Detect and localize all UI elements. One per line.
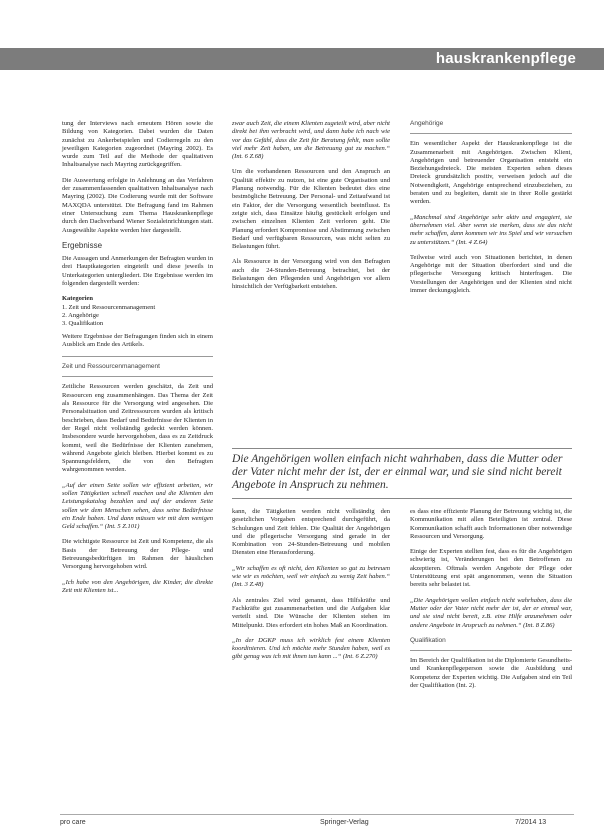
heading-angehoerige: Angehörige [410,120,444,127]
column-2-upper [232,120,390,299]
quote-text: „Auf der einen Seite sollen wir effizient arbeiten, wir sollen Tätigkeiten schnell machen und die Klienten den Leistungskatalog bezahlen und auf der anderen Seite sollen wir dem Menschen sehen, dass seine Bedürfnisse ein Ende haben. Und dann müssen wir mit dem wenigen Geld schaffen.“ (Int. 5 Z.101) [62,481,213,531]
heading-qualifikation: Qualifikation [410,636,446,644]
divider [62,376,213,377]
quote-paragraph [410,214,572,247]
quote-text: „Wir schaffen es oft nicht, den Klienten so gut zu betreuen wie wir es möchten, weil wir einfach zu wenig Zeit haben.“ (Int. 3 Z.48) [232,564,390,589]
body-paragraph: Als zentrales Ziel wird genannt, dass Hilfskräfte und Fachkräfte gut zusammenarbeiten und die Aufgaben klar verteilt sind. Die Wünsche der Klienten stehen im Mittelpunkt. Dies erfordert ein hohes Maß an Koordination. [232,596,390,629]
body-paragraph: Ein wesentlicher Aspekt der Hauskrankenpflege ist die Zusammenarbeit mit Angehörigen. Zwischen Klient, Angehörigen und betreuender Organisation entsteht ein Beziehungsdreieck. Die meisten Experten sehen dieses Dreieck grundsätzlich positiv, verweisen jedoch auf die Notwendigkeit, Angehörige entsprechend einzubeziehen, zu beraten und zu begleiten, damit sie in ihrer Rolle gestärkt werden. [410,140,572,206]
body-paragraph: Als Ressource in der Versorgung wird von den Befragten auch die 24-Stunden-Betreuung betrachtet, bei der Belastungen den Pflegenden und Angehörigen vor allem hinsichtlich der Verfügbarkeit entstehen. [232,258,390,291]
quote-text: „Ich habe von den Angehörigen, die Kinder, die direkte Zeit mit Klienten ist... [62,578,213,594]
list-item: 3. Qualifikation [62,320,104,328]
body-paragraph: Teilweise wird auch von Situationen berichtet, in denen Angehörige mit der Situation überfordert sind und die pflegerische Versorgung kritisch hinterfragen. Die Vorstellungen der Angehörigen und der Klienten sind nicht immer deckungsgleich. [410,253,572,295]
tail-paragraph: Die wichtigste Ressource ist Zeit und Kompetenz, die als Basis der Betreuung der Pflege- und Betreuungsbedürftigen im Rahmen der häuslichen Versorgung hervorgehoben wird. [62,538,213,571]
divider [62,356,213,357]
list-item: 2. Angehörige [62,311,99,319]
column-2-lower [232,508,390,669]
footer-issue-page: 7/2014 13 [515,819,547,826]
divider [410,133,572,134]
heading-zeit: Zeit und Ressourcenmanagement [62,363,160,371]
body-paragraph: Einige der Experten stellten fest, dass es für die Angehörigen schwierig ist, Veränderungen bei den Betroffenen zu akzeptieren. Oftmals werden Angebote der Pflege oder Unterstützung erst spät angenommen, wenn die Situation bereits sehr belastet ist. [410,548,572,589]
section-title: hauskrankenpflege [435,50,576,67]
quote-paragraph [232,120,390,161]
body-paragraph: kann, die Tätigkeiten werden nicht vollständig den gesetzlichen Vorgaben entsprechend durchgeführt, da Schulungen und Zeit fehlen. Die Qualität der Angehörigen und die pflegerische Versorgung sind gerade in der Kombination von 24-Stunden-Betreuung und mobilen Diensten eine Herausforderung. [232,508,390,557]
quote-text: „In der DGKP muss ich wirklich fest einem Klienten koordinieren. Und ich möchte mehr Stunden haben, weil es gibt genug was ich mit ihnen tun kann ...“ (Int. 6 Z.270) [232,636,390,661]
method-paragraph: Die Auswertung erfolgte in Anlehnung an das Verfahren der zusammenfassenden qualitativen Inhaltsanalyse nach Mayring (2002). Die Codierung wurde mit der Software MAXQDA unterstützt. Die Befragung fand im Rahmen einer Untersuchung zum Thema Hauskrankenpflege durch den Dachverband Wiener Sozialeinrichtungen statt. Ausgewählte Aspekte werden hier dargestellt. [62,176,213,234]
quote-text: „Die Angehörigen wollen einfach nicht wahrhaben, dass die Mutter oder der Vater nicht mehr der ist, der er einmal war, und sie sind nicht bereit, z.B. eine Hilfe anzunehmen oder andere Angebote in Anspruch zu nehmen.“ (Int. 8 Z.86) [410,596,572,629]
quote-paragraph [410,597,572,630]
column-3-lower [410,508,572,697]
zeit-paragraph: Zeitliche Ressourcen werden geschätzt, da Zeit und Ressourcen eng zusammenhängen. Das Thema der Zeit als Ressource für die Versorgung wird angesehen. Die Personalsituation und Zeitressourcen wurden als kritisch beschrieben, dass Bedarf und Bedürfnisse der Klienten in der Regel nicht vollständig gedeckt werden können. Insbesondere wurde hervorgehoben, dass es zu Zeitdruck kommt, weil die Bedürfnisse der Klienten zunehmen, während Angebote gleich bleiben. Hierbei kommt es zu Spannungsfeldern, die von den Befragten wahrgenommen werden. [62,383,213,474]
heading-ergebnisse: Ergebnisse [62,240,103,250]
body-paragraph: es dass eine effiziente Planung der Betreuung wichtig ist, die Kommunikation mit allen Beteiligten ist zentral. Diese Kommunikation schafft auch Informationen über notwendige Ressourcen und Versorgung. [410,508,572,540]
divider [410,650,572,651]
quote-paragraph [62,579,213,596]
list-item: 1. Zeit und Ressourcenmanagement [62,303,156,311]
after-list-paragraph: Weitere Ergebnisse der Befragungen finden sich in einem Ausblick am Ende des Artikels. [62,332,213,348]
quote-paragraph [232,637,390,662]
categories-list [62,304,213,329]
intro-paragraph: tung der Interviews nach erneutem Hören sowie die Bildung von Kategorien. Dabei wurden die Daten zunächst zu Ankerbeispielen und Codierregeln zu den jeweiligen Kategorien zugeordnet (Mayring 2002). Es wurde zum Teil auf die Methode der qualitativen Inhaltsanalyse nach Mayring zurückgegriffen. [62,120,213,169]
quote-text: zwar auch Zeit, die einem Klienten zugeteilt wird, aber nicht direkt bei ihm verbracht wird, und dann habe ich nach wie vor das Gefühl, dass die Zeit für Beratung fehlt, man sollte viel mehr Zeit haben, um die Betreuung gut zu machen.“ (Int. 6 Z.68) [232,120,390,161]
footer-rule [60,814,574,815]
body-paragraph: Im Bereich der Qualifikation ist die Diplomierte Gesundheits- und Krankenpflegeperson sowie die Ausbildung und Kompetenz der Experten wichtig. Die Aufgaben sind ein Teil der Qualifikation (Int. 2). [410,657,572,690]
column-3-upper [410,120,572,302]
results-paragraph: Die Aussagen und Anmerkungen der Befragten wurden in drei Hauptkategorien eingeteilt und diese jeweils in Unterkategorien untergliedert. Die Ergebnisse werden im folgenden dargestellt werden: [62,255,213,288]
categories-title: Kategorien [62,295,94,303]
pull-quote-rule-bottom [232,498,572,499]
body-paragraph: Um die vorhandenen Ressourcen und den Anspruch an Qualität effektiv zu nutzen, ist eine gute Organisation und Planung notwendig. Für die Klienten bedeutet dies eine bestmögliche Betreuung. Der Personal- und Zeitaufwand ist ein Faktor, der die Versorgung wesentlich beeinflusst. Es zeigte sich, dass Einsätze häufig gestückelt erfolgen und zwischen einzelnen Klienten Zeit verloren geht. Die Planung erfordert Kompromisse und Abstimmung zwischen Bedarf und verfügbaren Ressourcen, was nicht selten zu Belastungen führt. [232,168,390,251]
column-1 [62,120,213,602]
footer-publisher: Springer-Verlag [320,819,369,826]
quote-paragraph [62,482,213,532]
quote-paragraph [232,565,390,590]
footer-journal: pro care [60,819,86,826]
pull-quote-rule-top [232,448,572,449]
pull-quote: Die Angehörigen wollen einfach nicht wahrhaben, dass die Mutter oder der Vater nicht mehr der ist, der er einmal war, und sie sind nicht bereit Angebote in Anspruch zu nehmen. [232,453,563,491]
quote-text: „Manchmal sind Angehörige sehr aktiv und engagiert, sie übernehmen viel. Aber wenn sie merken, dass sie das nicht mehr schaffen, dann kommen wir ins Spiel und wir versuchen zu unterstützen.“ (Int. 4 Z.64) [410,213,572,246]
